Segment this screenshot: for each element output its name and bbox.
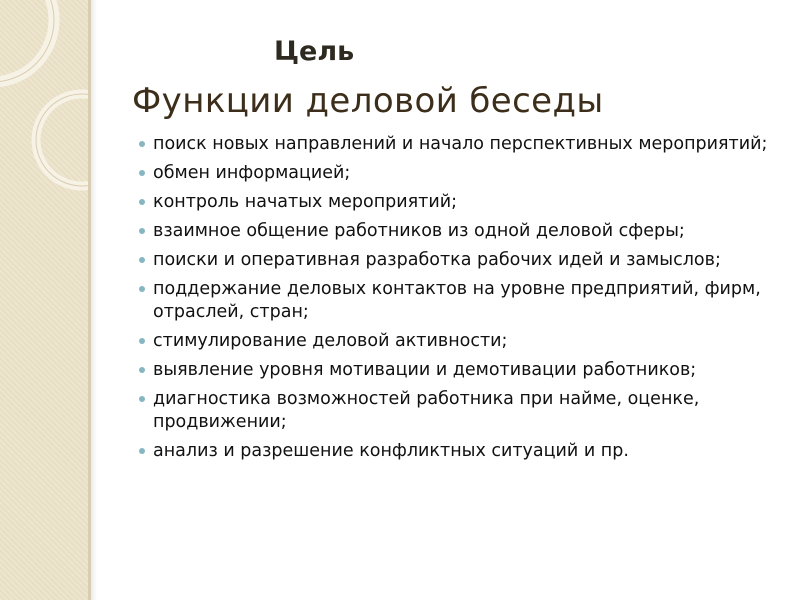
left-decorative-band — [0, 0, 88, 600]
bullet-text: выявление уровня мотивации и демотивации работников; — [153, 360, 697, 380]
bullet-dot-icon — [139, 286, 145, 292]
slide-subtitle: Функции деловой беседы — [132, 81, 604, 121]
bullet-list — [138, 133, 788, 469]
bullet-item — [138, 278, 788, 324]
bullet-text: взаимное общение работников из одной деловой сферы; — [153, 221, 685, 241]
bullet-dot-icon — [139, 338, 145, 344]
bullet-item — [138, 162, 788, 185]
bullet-item — [138, 440, 788, 463]
bullet-text: стимулирование деловой активности; — [153, 331, 508, 351]
bullet-text: поиск новых направлений и начало перспективных мероприятий; — [153, 134, 768, 154]
bullet-item — [138, 330, 788, 353]
bullet-dot-icon — [139, 367, 145, 373]
bullet-dot-icon — [139, 396, 145, 402]
ring-ornament-icon — [0, 0, 88, 220]
bullet-item — [138, 388, 788, 434]
bullet-text: обмен информацией; — [153, 163, 351, 183]
bullet-dot-icon — [139, 448, 145, 454]
bullet-item — [138, 133, 788, 156]
bullet-text: анализ и разрешение конфликтных ситуаций и пр. — [153, 441, 629, 461]
bullet-item — [138, 220, 788, 243]
bullet-item — [138, 249, 788, 272]
bullet-dot-icon — [139, 141, 145, 147]
bullet-text: диагностика возможностей работника при найме, оценке, продвижении; — [153, 389, 700, 432]
bullet-dot-icon — [139, 228, 145, 234]
bullet-dot-icon — [139, 199, 145, 205]
bullet-dot-icon — [139, 170, 145, 176]
bullet-text: контроль начатых мероприятий; — [153, 192, 458, 212]
band-shadow — [91, 0, 97, 600]
bullet-dot-icon — [139, 257, 145, 263]
bullet-text: поддержание деловых контактов на уровне предприятий, фирм, отраслей, стран; — [153, 279, 761, 322]
bullet-text: поиски и оперативная разработка рабочих идей и замыслов; — [153, 250, 721, 270]
bullet-item — [138, 191, 788, 214]
bullet-item — [138, 359, 788, 382]
slide-title: Цель — [274, 36, 355, 67]
